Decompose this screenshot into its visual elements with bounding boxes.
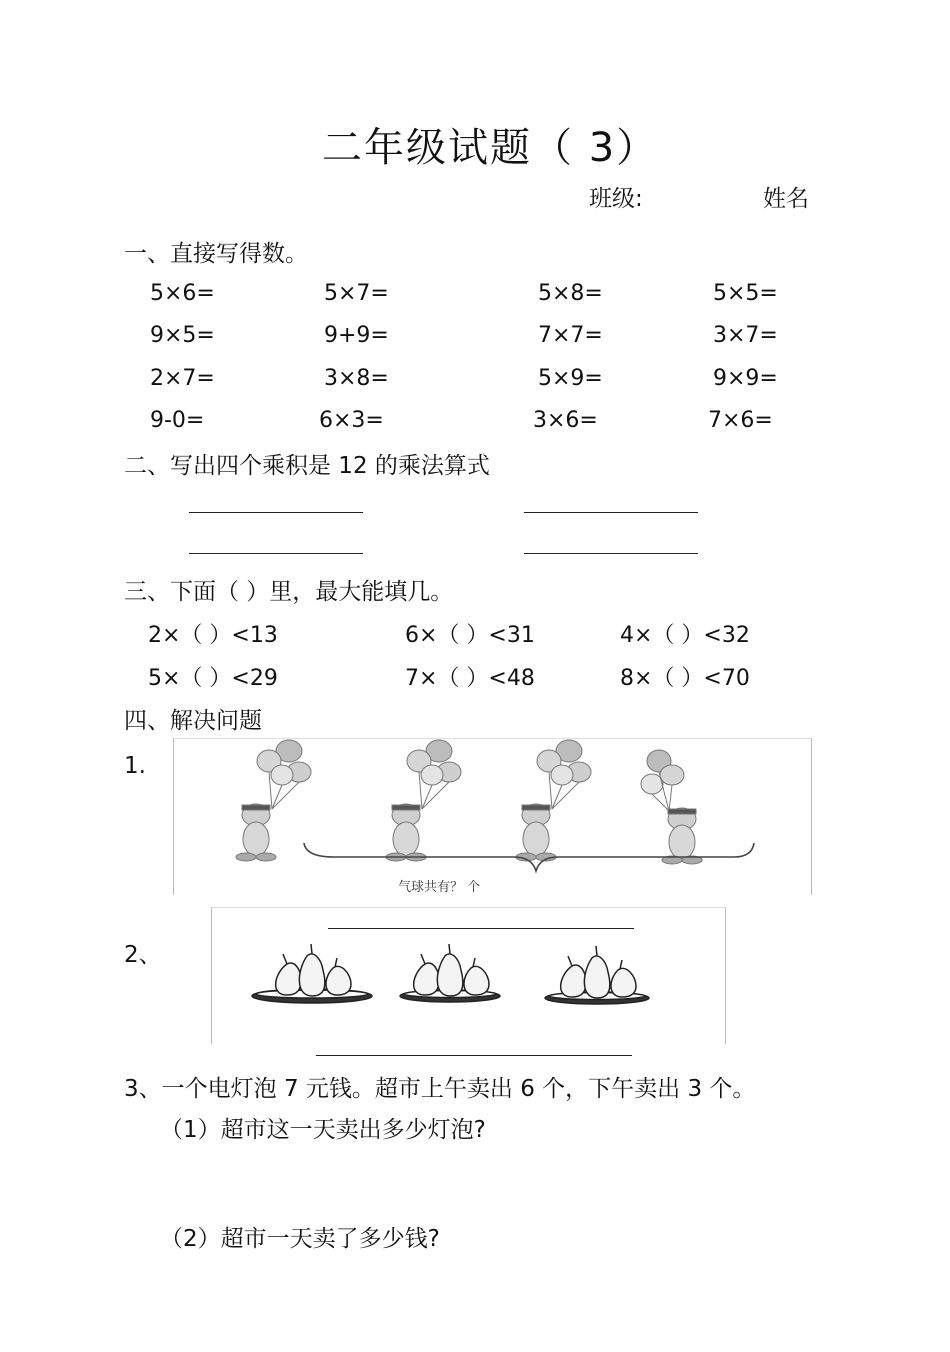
equation: 9+9= [324,323,389,348]
problem3-question1: （1）超市这一天卖出多少灯泡? [160,1117,486,1143]
equation: 2×7= [150,366,215,391]
equation: 7×7= [538,323,603,348]
pear-plate-icon [400,944,500,1002]
problem1-number: 1. [124,753,146,779]
answer-blank[interactable] [328,928,634,929]
bear-with-balloons-icon [641,750,702,864]
problem3-text: 3、一个电灯泡 7 元钱。超市上午卖出 6 个，下午卖出 3 个。 [124,1076,756,1102]
equation: 5×5= [713,281,778,306]
answer-blank[interactable] [189,512,363,513]
class-label: 班级: [589,186,643,212]
bear-with-balloons-icon [386,740,461,861]
answer-blank[interactable] [524,512,698,513]
equation: 9-0= [150,408,205,433]
balloon-caption: 气球共有？ 个 [398,880,481,895]
bear-with-balloons-icon [236,740,311,861]
section3-heading: 三、下面（ ）里，最大能填几。 [124,579,454,605]
inequality: 5×（ ）<29 [148,666,278,691]
equation: 6×3= [319,408,384,433]
inequality: 6×（ ）<31 [405,623,535,648]
equation: 5×7= [324,281,389,306]
inequality: 8×（ ）<70 [620,666,750,691]
inequality: 2×（ ）<13 [148,623,278,648]
answer-blank[interactable] [524,553,698,554]
equation: 7×6= [708,408,773,433]
bear-with-balloons-icon [516,740,591,861]
section4-heading: 四、解决问题 [124,708,262,734]
problem3-question2: （2）超市一天卖了多少钱? [160,1226,440,1252]
equation: 5×8= [538,281,603,306]
equation: 3×7= [713,323,778,348]
problem2-number: 2、 [124,942,162,968]
pear-plate-icon [545,946,649,1004]
balloon-bears-illustration [174,739,810,895]
inequality: 7×（ ）<48 [405,666,535,691]
section1-heading: 一、直接写得数。 [124,241,308,267]
section2-heading: 二、写出四个乘积是 12 的乘法算式 [124,453,490,479]
equation: 5×6= [150,281,215,306]
pear-plates-illustration [212,940,722,1030]
equation: 3×6= [533,408,598,433]
name-label: 姓名 [763,186,809,212]
equation: 3×8= [324,366,389,391]
pear-plate-icon [252,944,372,1003]
equation: 5×9= [538,366,603,391]
page-title: 二年级试题（ 3） [322,125,659,171]
equation: 9×9= [713,366,778,391]
equation: 9×5= [150,323,215,348]
answer-blank[interactable] [189,553,363,554]
inequality: 4×（ ）<32 [620,623,750,648]
answer-blank[interactable] [316,1055,632,1056]
